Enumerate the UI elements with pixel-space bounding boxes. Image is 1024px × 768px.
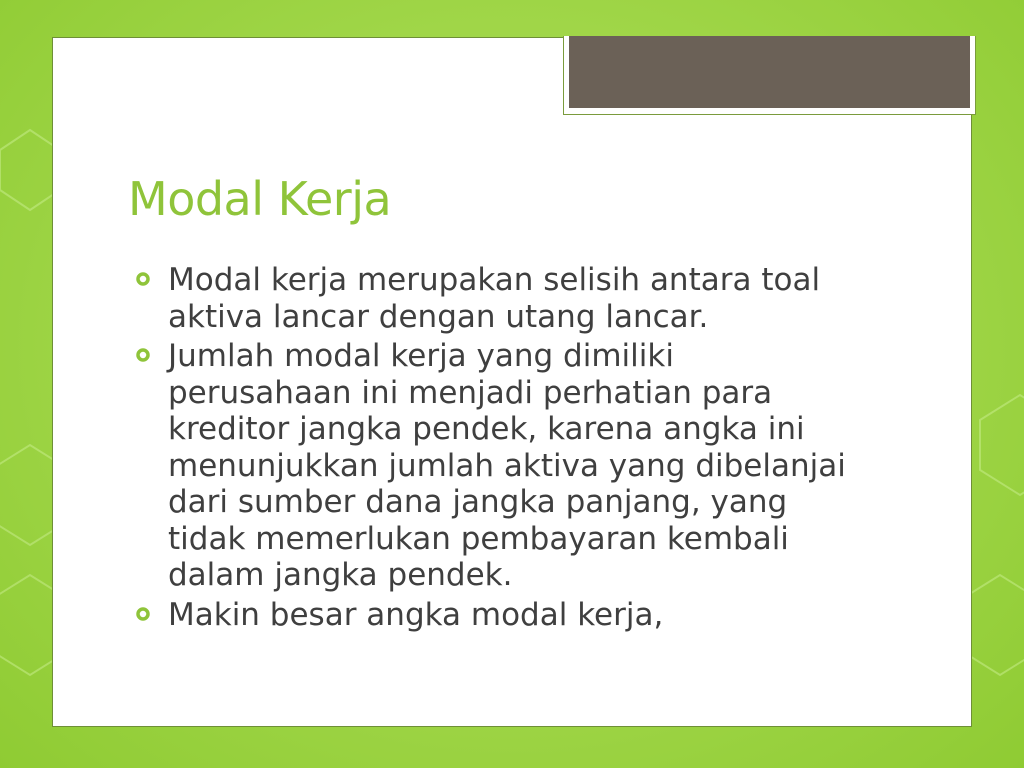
bullet-item (134, 597, 854, 634)
bullet-list (134, 262, 854, 636)
accent-bar (569, 36, 970, 108)
ring-bullet-icon (136, 272, 150, 286)
bullet-text: Jumlah modal kerja yang dimiliki perusahaan ini menjadi perhatian para kreditor jangka pendek, karena angka ini menunjukkan jumlah aktiva yang dibelanjai dari sumber dana jangka panjang, yang tidak memerlukan pembayaran kembali dalam jangka pendek. (168, 338, 846, 593)
accent-tab (563, 36, 976, 115)
bullet-text: Makin besar angka modal kerja, (168, 596, 664, 633)
bullet-item (134, 262, 854, 335)
bullet-item (134, 338, 854, 594)
ring-bullet-icon (136, 348, 150, 362)
slide-title: Modal Kerja (128, 172, 392, 226)
bullet-text: Modal kerja merupakan selisih antara toal aktiva lancar dengan utang lancar. (168, 262, 821, 335)
ring-bullet-icon (136, 607, 150, 621)
